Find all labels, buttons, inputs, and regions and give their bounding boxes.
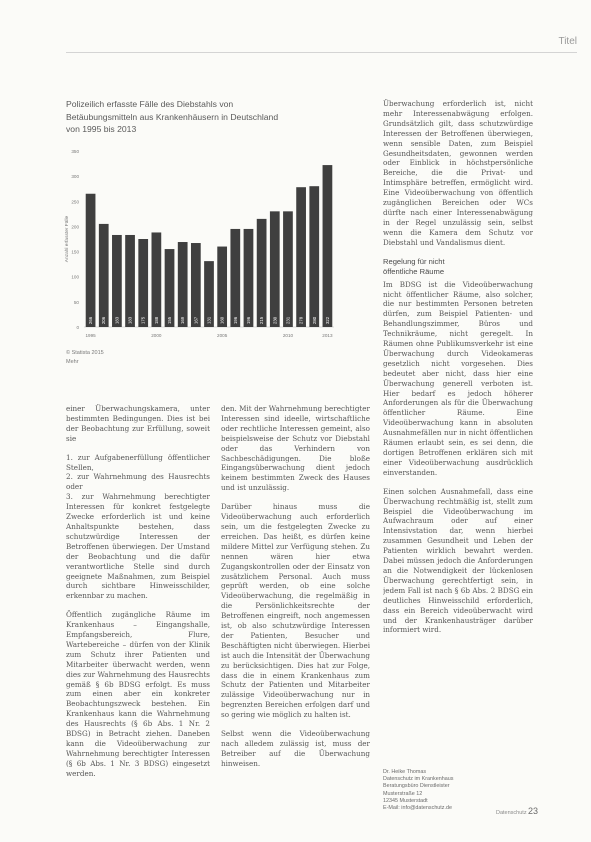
bar-value-label: 266 [88,316,94,324]
chart-title-line: Polizeilich erfasste Fälle des Diebstahls von [66,99,234,109]
chart-source-statista: © Statista 2015 [66,350,104,356]
bar [257,219,267,327]
paragraph: Darüber hinaus muss die Videoüberwachung auch erforderlich sein, um die festgelegten Zwecke zu erreichen. Das heißt, es dürfen keine mildere Mittel zur Verfügung stehen. Zu nennen wären hier etwa Zugangskontrollen oder der Einsatz von zusätzlichem Personal. Auch muss geprüft werden, ob eine solche Videoüberwachung, die regelmäßig in die Persönlichkeitsrechte der Betroffenen eingreift, noch angemessen ist, ob also schutzwürdige Interessen der Patienten, Besucher und Beschäftigten nicht überwiegen. Hierbei ist auch die Intensität der Überwachung zu berücksichtigen. Dies hat zur Folge, dass die in einem Krankenhaus zum Schutz der Patienten und Mitarbeiter zulässige Videoüberwachung nur in begrenzten Bereichen erfolgen darf und so gering wie möglich zu halten ist. [221,502,370,720]
bar-value-label: 169 [180,316,186,324]
bar [323,165,333,327]
author-line: Beratungsbüro Dienstleister [383,783,450,790]
y-tick-label: 300 [71,174,79,180]
section-heading [383,257,533,277]
text-column-right [383,99,533,745]
bar [309,186,319,327]
chart-title [66,98,366,136]
y-tick-label: 150 [71,249,79,255]
y-tick-label: 350 [71,149,79,154]
text-column-left [66,404,210,806]
y-tick-label: 200 [71,224,79,230]
page-title: Titel [558,36,577,47]
section-heading-line: Regelung für nicht [383,256,445,266]
bar [99,224,109,327]
bar-value-label: 230 [272,316,278,324]
paragraph: Einen solchen Ausnahmefall, dass eine Überwachung rechtmäßig ist, stellt zum Beispiel die Videoüberwachung im Aufwachraum oder auf einer Intensivstation dar, wenn hierbei zusammen Gesundheit und Leben der Patienten wirklich bewahrt werden. Dabei müssen jedoch die Anforderungen an die Notwendigkeit der lückenlosen Überwachung gerechtfertigt sein, in jedem Fall ist nach § 6b Abs. 2 BDSG ein deutliches Hinweisschild erforderlich, dass ein Bereich videoüberwacht wird und der Krankenhausträger darüber informiert wird. [383,486,533,635]
chart-title-line: Betäubungsmitteln aus Krankenhäusern in Deutschland [66,111,279,122]
bar [191,243,201,327]
y-axis-label: Anzahl erfasster Fälle [65,215,70,263]
bar-value-label: 278 [298,316,304,324]
footer-label: Datenschutz [496,810,527,816]
bar-value-label: 280 [311,316,317,324]
y-tick-label: 250 [71,199,79,205]
x-tick-label: 2005 [217,333,228,338]
bar-value-label: 183 [114,316,120,324]
bar [244,229,254,327]
bar [178,242,188,327]
section-heading-line: öffentliche Räume [383,266,445,276]
x-tick-label: 2013 [322,333,333,338]
paragraph: einer Überwachungskamera, unter bestimmten Bedingungen. Dies ist bei der Beobachtung zur Erfüllung, soweit sie [66,404,210,443]
y-tick-label: 100 [71,274,79,280]
bar-value-label: 183 [127,316,133,324]
author-info [383,769,453,812]
bar-value-label: 231 [285,316,291,324]
bar-value-label: 196 [232,316,238,324]
bar-value-label: 322 [324,316,330,324]
author-line: 12345 Musterstadt [383,797,428,804]
bar-value-label: 167 [193,316,199,324]
y-tick-label: 50 [73,299,79,305]
paragraph: Selbst wenn die Videoüberwachung nach alledem zulässig ist, muss der Betreiber auf die Überwachung hinweisen. [221,729,370,768]
bar-value-label: 206 [101,316,107,324]
paragraph: Überwachung erforderlich ist, nicht mehr Interessenabwägung erfolgen. Grundsätzlich gilt, dass schutzwürdige Interessen der Betroffenen überwiegen, wenn sensible Daten, zum Beispiel Gesundheitsdaten, gewonnen werden oder Einblick in höchstpersönliche Bereiche, die die Privat- und Intimsphäre betreffen, ermöglicht wird. Eine Videoüberwachung von öffentlich zugänglichen Bereichen oder WCs dürfte nach einer Interessenabwägung in der Regel unzulässig sein, selbst wenn die Kamera dem Schutz vor Diebstahl und Vandalismus dient. [383,99,533,247]
bar [165,249,175,327]
bar-value-label: 160 [219,316,225,324]
x-tick-label: 2010 [282,333,294,338]
x-tick-label: 1995 [85,333,96,338]
bar [125,235,135,327]
x-tick-label: 2000 [151,333,162,338]
bar [86,194,96,327]
chart-title-line: von 1995 bis 2013 [66,124,137,135]
author-line: Datenschutz im Krankenhaus [383,776,454,783]
y-tick-label: 0 [76,325,79,330]
header-rule [66,52,577,53]
paragraph: den. Mit der Wahrnehmung berechtigter Interessen sind ideelle, wirtschaftliche oder rechtliche Interessen gemeint, also beispielsweise der Schutz vor Diebstahl oder das Verhindern von Sachbeschädigungen. Die bloße Eingangsüberwachung dient jedoch keinem bestimmten Zweck des Hauses und ist unzulässig. [221,404,370,493]
text-column-middle [221,404,370,806]
bar [230,229,240,327]
chart-source [66,349,104,367]
bar [296,187,306,327]
bar-value-label: 196 [245,316,251,324]
list-item: 2. zur Wahrnehmung des Hausrechts oder [66,472,210,492]
paragraph: Im BDSG ist die Videoüberwachung nicht öffentlicher Räume, also solcher, die nur bestimmten Personen betreten dürfen, zum Beispiel Patienten- und Behandlungszimmer, Büros und Technikräume, nicht geregelt. In Räumen ohne Publikumsverkehr ist eine Überwachung durch Videokameras gesetzlich nicht vorgesehen. Dies bedeutet aber nicht, dass hier eine Überwachung generell verboten ist. Hier bedarf es jedoch höherer Anforderungen als für die Überwachung öffentlicher Räume. Eine Videoüberwachung kann in absoluten Ausnahmefällen nur in nicht öffentlichen Räumen erlaubt sein, es sei denn, die dortigen Betroffenen erklären sich mit einer Videoüberwachung ausdrücklich einverstanden. [383,279,533,477]
page-number: 23 [528,806,539,816]
list-item: 3. zur Wahrnehmung berechtigter Interessen für konkret festgelegte Zwecke erforderlich ist und keine Anhaltspunkte bestehen, dass schutzwürdige Interessen der Betroffenen überwiegen. Der Umstand der Beobachtung und die dafür verantwortliche Stelle sind durch geeignete Maßnahmen, zum Beispiel durch sichtbare Hinweisschilder, erkennbar zu machen. [66,492,210,601]
bar-value-label: 175 [140,316,146,324]
author-line: Musterstraße 12 [383,790,423,797]
bar-value-label: 215 [259,316,265,324]
list-item: 1. zur Aufgabenerfüllung öffentlicher Stellen, [66,452,210,472]
bar-value-label: 131 [206,316,212,324]
bar-value-label: 155 [167,316,173,324]
bar [152,232,162,327]
bar-value-label: 188 [153,316,159,324]
bar-chart [62,143,344,349]
bar [217,247,227,327]
author-name: Dr. Heike Thomas [383,769,427,775]
chart-source-more-link[interactable]: Mehr [66,359,79,365]
author-email: E-Mail: info@datenschutz.de [383,805,452,812]
bar [270,211,280,327]
bar [138,239,148,327]
paragraph: Öffentlich zugängliche Räume im Krankenhaus – Eingangshalle, Empfangsbereich, Flure, Wartebereiche – dürfen von der Klinik zum Schutz ihrer Patienten und Mitarbeiter überwacht werden, wenn dies zur Wahrnehmung des Hausrechts gemäß § 6b BDSG erfolgt. Es muss zum einen aber ein konkreter Beobachtungszweck bestehen. Ein Krankenhaus kann die Wahrnehmung des Hausrechts (§ 6b Abs. 1 Nr. 2 BDSG) in Betracht ziehen. Daneben kann die Videoüberwachung zur Wahrnehmung berechtigter Interessen (§ 6b Abs. 1 Nr. 3 BDSG) eingesetzt werden. [66,610,210,778]
bar [112,235,122,327]
bar [283,211,293,327]
